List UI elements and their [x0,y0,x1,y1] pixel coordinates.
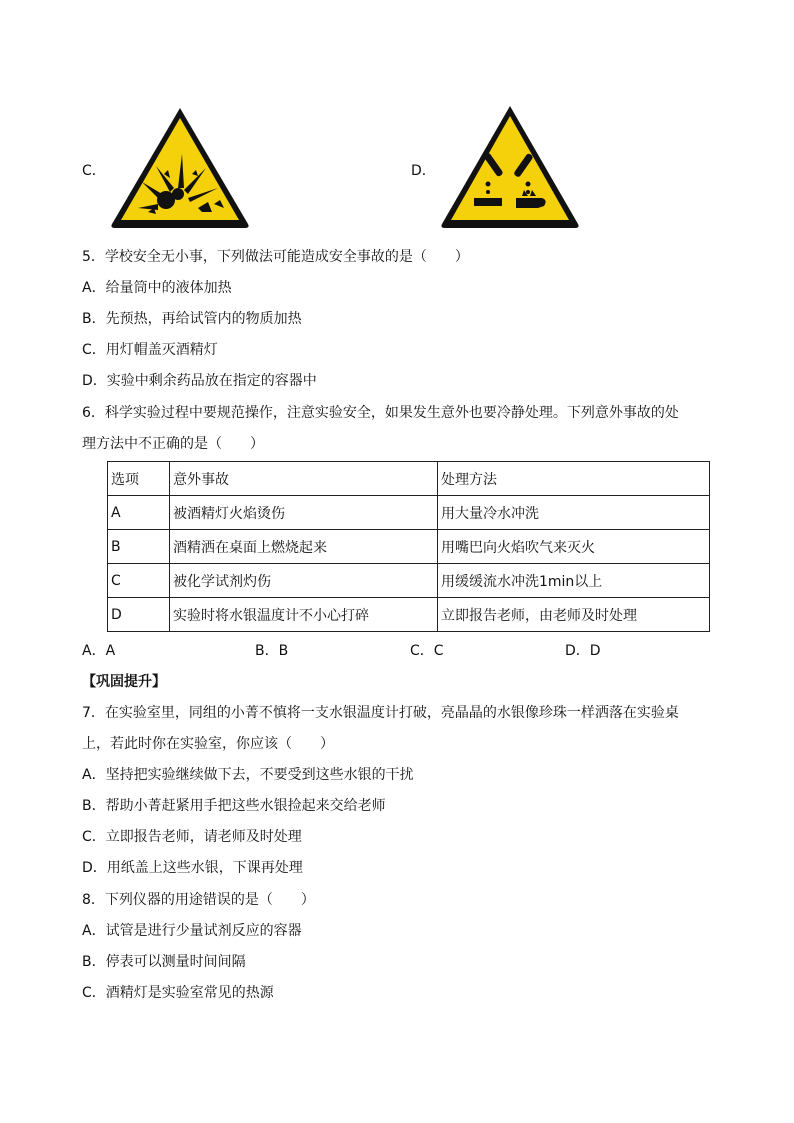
q6-answer-b: B．B [255,643,289,659]
corrosive-warning-sign-icon [438,102,582,230]
table-header-cell: 选项 [108,462,170,496]
q6-stem-line1: 6．科学实验过程中要规范操作，注意实验安全，如果发生意外也要冷静处理。下列意外事故的处 [82,405,679,421]
q5-option-c: C．用灯帽盖灭酒精灯 [82,342,218,358]
table-row [108,496,710,530]
table-header-cell: 意外事故 [170,462,438,496]
table-cell: 酒精洒在桌面上燃烧起来 [170,530,438,564]
q7-option-d: D．用纸盖上这些水银，下课再处理 [82,860,303,876]
q6-stem-line2: 理方法中不正确的是（ ） [82,436,264,452]
q5-option-d: D．实验中剩余药品放在指定的容器中 [82,373,317,389]
q8-option-a: A．试管是进行少量试剂反应的容器 [82,923,302,939]
table-cell: 立即报告老师，由老师及时处理 [438,598,710,632]
table-header-cell: 处理方法 [438,462,710,496]
q5-stem: 5．学校安全无小事，下列做法可能造成安全事故的是（ ） [82,249,469,265]
table-cell: C [108,564,170,598]
q7-option-c: C．立即报告老师，请老师及时处理 [82,829,302,845]
q5-option-b: B．先预热，再给试管内的物质加热 [82,311,302,327]
explosive-warning-sign-icon [108,104,252,230]
table-cell: D [108,598,170,632]
q7-stem-line1: 7．在实验室里，同组的小菁不慎将一支水银温度计打破，亮晶晶的水银像珍珠一样洒落在实验桌 [82,705,679,721]
q8-option-b: B．停表可以测量时间间隔 [82,954,246,970]
table-cell: 被酒精灯火焰烫伤 [170,496,438,530]
table-cell: 用缓缓流水冲洗1min以上 [438,564,710,598]
q5-option-a: A．给量筒中的液体加热 [82,280,232,296]
table-cell: A [108,496,170,530]
q8-option-c: C．酒精灯是实验室常见的热源 [82,985,274,1001]
table-cell: B [108,530,170,564]
q6-answer-a: A．A [82,643,116,659]
q7-stem-line2: 上，若此时你在实验室，你应该（ ） [82,736,334,752]
q7-option-a: A．坚持把实验继续做下去，不要受到这些水银的干扰 [82,767,414,783]
q6-answer-options [82,640,722,662]
table-row [108,598,710,632]
q8-stem: 8．下列仪器的用途错误的是（ ） [82,892,315,908]
table-cell: 用嘴巴向火焰吹气来灭火 [438,530,710,564]
q6-answer-c: C．C [410,643,444,659]
section-title: 【巩固提升】 [82,674,166,690]
table-cell: 实验时将水银温度计不小心打碎 [170,598,438,632]
table-row [108,530,710,564]
table-cell: 被化学试剂灼伤 [170,564,438,598]
q4-option-d-label: D． [411,163,436,179]
q4-option-c-label: C． [82,163,106,179]
q6-answer-d: D．D [565,643,601,659]
q6-table [107,461,710,632]
table-cell: 用大量冷水冲洗 [438,496,710,530]
table-row [108,564,710,598]
table-header-row [108,462,710,496]
q7-option-b: B．帮助小菁赶紧用手把这些水银捡起来交给老师 [82,798,386,814]
